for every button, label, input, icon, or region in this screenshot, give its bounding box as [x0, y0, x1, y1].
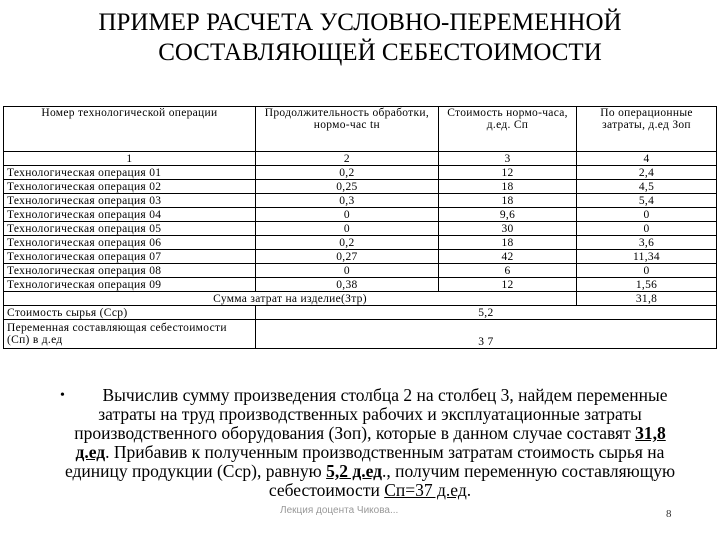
table-cell: Технологическая операция 04 [4, 208, 256, 222]
table-row [4, 180, 717, 194]
explanation-paragraph [60, 386, 680, 500]
paragraph-text-3: ., получим переменную составляющую себестоимости [268, 461, 676, 500]
table-cell: 0 [577, 264, 717, 278]
paragraph-value-1: 31,8 д.ед [75, 423, 666, 462]
total-value: 31,8 [577, 292, 717, 306]
table-cell: 30 [439, 222, 577, 236]
table-cell: 0,38 [255, 278, 438, 292]
header-row [4, 107, 717, 152]
header-cell: Номер технологической операции [4, 107, 256, 152]
column-number: 3 [439, 152, 577, 166]
table-row [4, 236, 717, 250]
table-row [4, 222, 717, 236]
variable-cost-label: Переменная составляющая себестоимости (Сп) в д.ед [4, 320, 256, 349]
bullet-mark: • [60, 388, 65, 403]
header-cell: Стоимость нормо-часа, д.ед. Сп [439, 107, 577, 152]
table-cell: 0,2 [255, 166, 438, 180]
title-line-2: СОСТАВЛЯЮЩЕЙ СЕБЕСТОИМОСТИ [158, 39, 602, 66]
table-cell: 18 [439, 236, 577, 250]
table-row [4, 264, 717, 278]
title-line-1: ПРИМЕР РАСЧЕТА УСЛОВНО-ПЕРЕМЕННОЙ [98, 9, 622, 36]
table-cell: 12 [439, 166, 577, 180]
header-cell: Продолжительность обработки, нормо-час tн [255, 107, 438, 152]
table-cell: Технологическая операция 02 [4, 180, 256, 194]
table-cell: Технологическая операция 01 [4, 166, 256, 180]
total-row [4, 292, 717, 306]
table-cell: Технологическая операция 07 [4, 250, 256, 264]
paragraph-value-3: Сп=37 д.ед [384, 480, 467, 500]
table-cell: 9,6 [439, 208, 577, 222]
page-number: 8 [666, 508, 672, 520]
table-cell: 1,56 [577, 278, 717, 292]
table-cell: 4,5 [577, 180, 717, 194]
table-cell: 12 [439, 278, 577, 292]
table-cell: Технологическая операция 08 [4, 264, 256, 278]
paragraph-text-2: . Прибавив к полученным производственным затратам стоимость сырья на единицу продукции (Ссp), равную [64, 442, 665, 481]
table-row [4, 278, 717, 292]
table-cell: 0 [255, 264, 438, 278]
raw-cost-value: 5,2 [255, 306, 716, 320]
table-cell: Технологическая операция 09 [4, 278, 256, 292]
table-cell: 0,25 [255, 180, 438, 194]
table-cell: Технологическая операция 06 [4, 236, 256, 250]
table-row [4, 166, 717, 180]
paragraph-text-1: Вычислив сумму произведения столбца 2 на столбец 3, найдем переменные затраты на труд производственных рабочих и эксплуатационные затраты производственного оборудования (Зоп), которые в данном случае составят [74, 385, 668, 443]
table-cell: 0 [255, 222, 438, 236]
total-label: Сумма затрат на изделие(Зтр) [4, 292, 577, 306]
column-number: 1 [4, 152, 256, 166]
table-row [4, 250, 717, 264]
table-cell: 0 [577, 208, 717, 222]
raw-cost-row [4, 306, 717, 320]
table-cell: 2,4 [577, 166, 717, 180]
table-cell: 18 [439, 180, 577, 194]
column-number: 4 [577, 152, 717, 166]
table-row [4, 194, 717, 208]
table-cell: 0,3 [255, 194, 438, 208]
column-number-row [4, 152, 717, 166]
table-cell: 0 [577, 222, 717, 236]
table-cell: 6 [439, 264, 577, 278]
table-cell: 0 [255, 208, 438, 222]
page-title [0, 8, 720, 68]
table-cell: Технологическая операция 03 [4, 194, 256, 208]
operations-table [3, 106, 717, 349]
raw-cost-label: Стоимость сырья (Сср) [4, 306, 256, 320]
footer-text: Лекция доцента Чикова... [280, 505, 399, 516]
table-cell: 18 [439, 194, 577, 208]
header-cell: По операционные затраты, д.ед Зоп [577, 107, 717, 152]
table-cell: Технологическая операция 05 [4, 222, 256, 236]
table-cell: 0,27 [255, 250, 438, 264]
column-number: 2 [255, 152, 438, 166]
table-cell: 3,6 [577, 236, 717, 250]
paragraph-text-4: . [466, 480, 472, 500]
table-cell: 5,4 [577, 194, 717, 208]
variable-cost-row [4, 320, 717, 349]
variable-cost-value: 3 7 [255, 320, 716, 349]
table-body [4, 166, 717, 292]
table-cell: 0,2 [255, 236, 438, 250]
table-cell: 42 [439, 250, 577, 264]
table-row [4, 208, 717, 222]
paragraph-value-2: 5,2 д.ед [326, 461, 382, 481]
table-cell: 11,34 [577, 250, 717, 264]
